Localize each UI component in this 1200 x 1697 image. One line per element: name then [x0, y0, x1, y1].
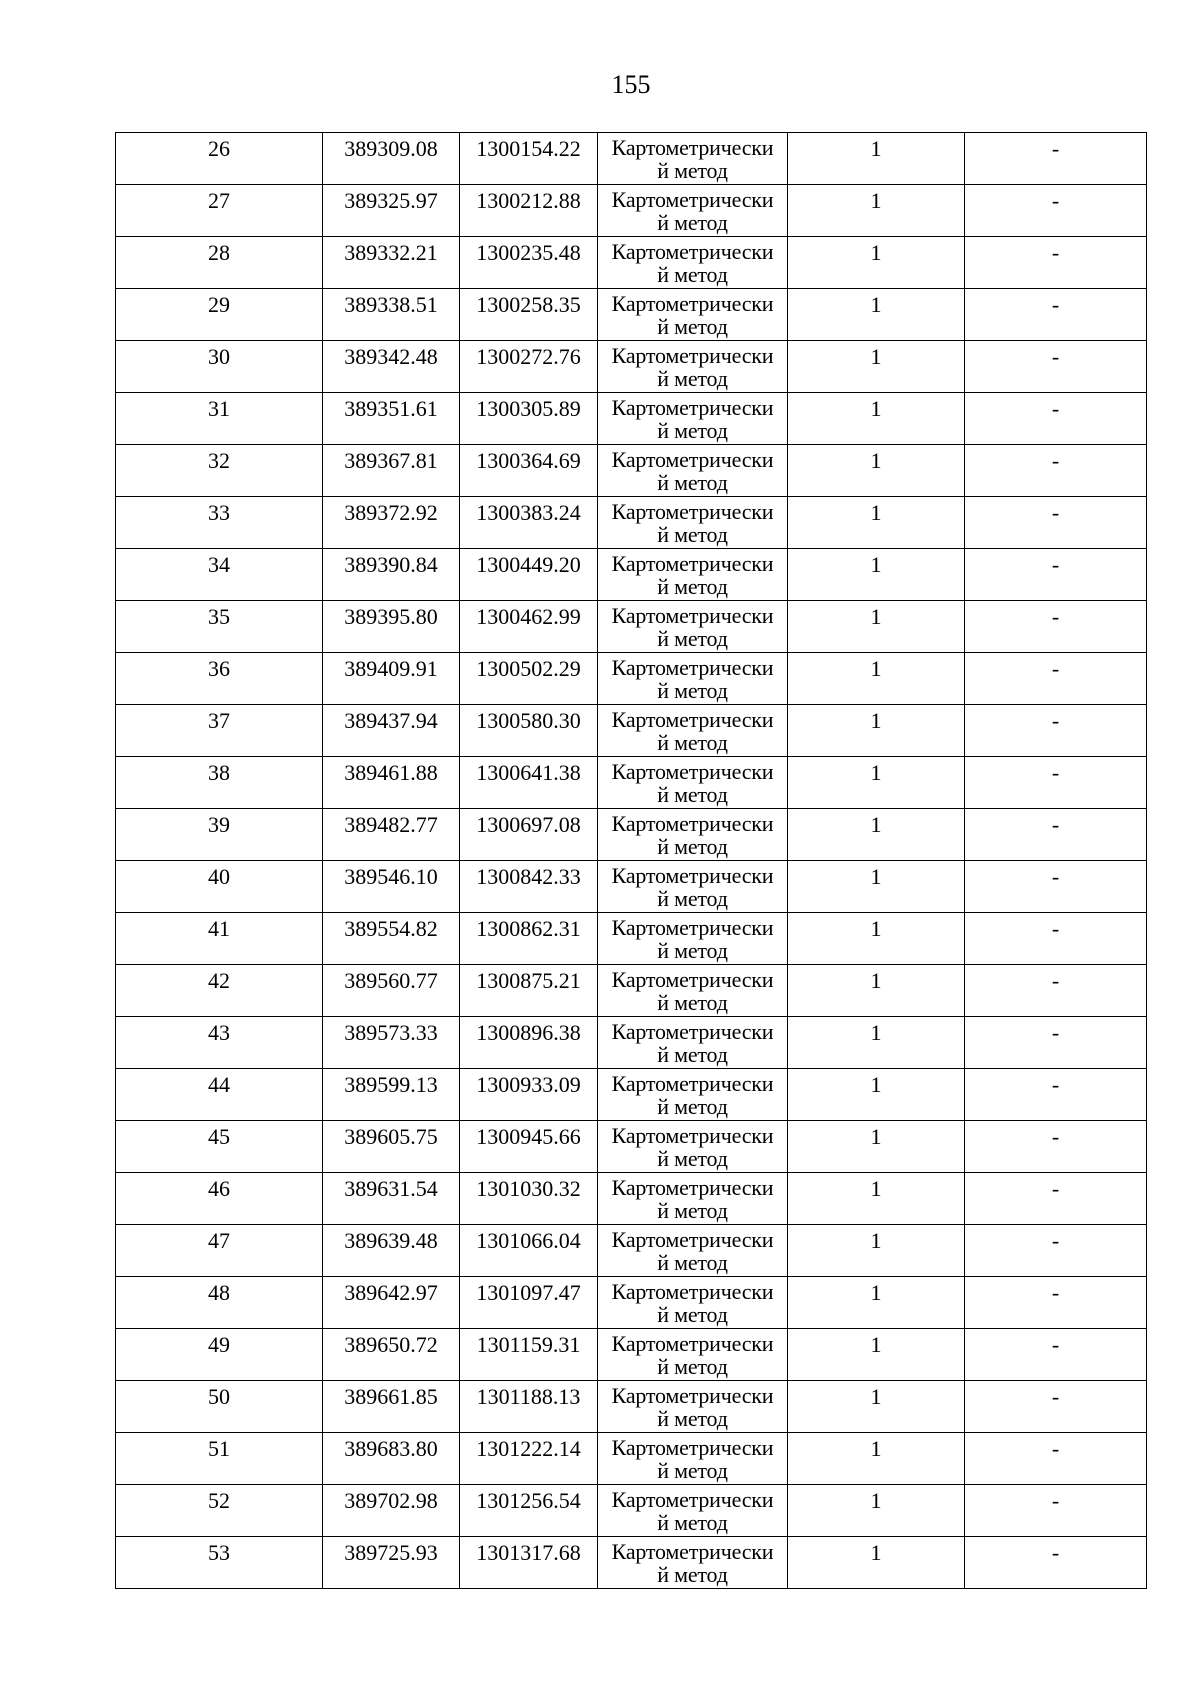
accuracy-cell: 1: [788, 1381, 965, 1433]
description-cell: -: [965, 1277, 1147, 1329]
method-text-line2: й метод: [657, 1510, 728, 1535]
method-text-line2: й метод: [657, 782, 728, 807]
table-row: [116, 653, 1147, 705]
method-text-line1: Картометрически: [611, 1435, 774, 1460]
method-cell: [598, 1537, 788, 1589]
table-row: [116, 757, 1147, 809]
method-text-line2: й метод: [657, 990, 728, 1015]
method-text-line1: Картометрически: [611, 811, 774, 836]
method-text-line1: Картометрически: [611, 1175, 774, 1200]
method-cell: [598, 1277, 788, 1329]
accuracy-cell: 1: [788, 653, 965, 705]
accuracy-cell: 1: [788, 237, 965, 289]
x-coordinate-cell: 389390.84: [323, 549, 460, 601]
description-cell: -: [965, 1537, 1147, 1589]
method-cell: [598, 289, 788, 341]
method-text-line1: Картометрически: [611, 1279, 774, 1304]
y-coordinate-cell: 1300502.29: [460, 653, 598, 705]
table-row: [116, 1381, 1147, 1433]
point-number-cell: 47: [116, 1225, 323, 1277]
accuracy-cell: 1: [788, 1485, 965, 1537]
method-text-line2: й метод: [657, 1198, 728, 1223]
point-number-cell: 29: [116, 289, 323, 341]
description-cell: -: [965, 393, 1147, 445]
table-row: [116, 705, 1147, 757]
method-cell: [598, 861, 788, 913]
y-coordinate-cell: 1300235.48: [460, 237, 598, 289]
table-row: [116, 965, 1147, 1017]
method-text-line1: Картометрически: [611, 551, 774, 576]
table-row: [116, 445, 1147, 497]
method-text-line2: й метод: [657, 886, 728, 911]
x-coordinate-cell: 389560.77: [323, 965, 460, 1017]
method-text-line1: Картометрически: [611, 291, 774, 316]
accuracy-cell: 1: [788, 965, 965, 1017]
y-coordinate-cell: 1300272.76: [460, 341, 598, 393]
accuracy-cell: 1: [788, 1277, 965, 1329]
accuracy-cell: 1: [788, 1121, 965, 1173]
x-coordinate-cell: 389554.82: [323, 913, 460, 965]
accuracy-cell: 1: [788, 705, 965, 757]
table-row: [116, 809, 1147, 861]
x-coordinate-cell: 389338.51: [323, 289, 460, 341]
y-coordinate-cell: 1301097.47: [460, 1277, 598, 1329]
method-text-line2: й метод: [657, 1250, 728, 1275]
point-number-cell: 51: [116, 1433, 323, 1485]
y-coordinate-cell: 1300896.38: [460, 1017, 598, 1069]
point-number-cell: 50: [116, 1381, 323, 1433]
x-coordinate-cell: 389482.77: [323, 809, 460, 861]
method-cell: [598, 913, 788, 965]
y-coordinate-cell: 1301222.14: [460, 1433, 598, 1485]
method-text-line2: й метод: [657, 366, 728, 391]
description-cell: -: [965, 965, 1147, 1017]
y-coordinate-cell: 1301317.68: [460, 1537, 598, 1589]
x-coordinate-cell: 389631.54: [323, 1173, 460, 1225]
point-number-cell: 49: [116, 1329, 323, 1381]
table-row: [116, 1537, 1147, 1589]
y-coordinate-cell: 1300862.31: [460, 913, 598, 965]
table-row: [116, 1069, 1147, 1121]
method-text-line1: Картометрически: [611, 395, 774, 420]
method-text-line2: й метод: [657, 470, 728, 495]
point-number-cell: 53: [116, 1537, 323, 1589]
method-cell: [598, 445, 788, 497]
point-number-cell: 41: [116, 913, 323, 965]
y-coordinate-cell: 1300383.24: [460, 497, 598, 549]
table-row: [116, 1433, 1147, 1485]
method-text-line1: Картометрически: [611, 135, 774, 160]
method-text-line2: й метод: [657, 418, 728, 443]
method-text-line1: Картометрически: [611, 187, 774, 212]
x-coordinate-cell: 389325.97: [323, 185, 460, 237]
method-text-line1: Картометрически: [611, 1539, 774, 1564]
accuracy-cell: 1: [788, 445, 965, 497]
description-cell: -: [965, 445, 1147, 497]
y-coordinate-cell: 1300641.38: [460, 757, 598, 809]
method-text-line2: й метод: [657, 1562, 728, 1587]
point-number-cell: 33: [116, 497, 323, 549]
x-coordinate-cell: 389437.94: [323, 705, 460, 757]
accuracy-cell: 1: [788, 1329, 965, 1381]
y-coordinate-cell: 1300933.09: [460, 1069, 598, 1121]
accuracy-cell: 1: [788, 1537, 965, 1589]
method-text-line1: Картометрически: [611, 603, 774, 628]
point-number-cell: 43: [116, 1017, 323, 1069]
method-cell: [598, 1381, 788, 1433]
point-number-cell: 48: [116, 1277, 323, 1329]
point-number-cell: 27: [116, 185, 323, 237]
table-row: [116, 497, 1147, 549]
point-number-cell: 30: [116, 341, 323, 393]
method-cell: [598, 1433, 788, 1485]
description-cell: -: [965, 497, 1147, 549]
x-coordinate-cell: 389351.61: [323, 393, 460, 445]
description-cell: -: [965, 1121, 1147, 1173]
table-row: [116, 601, 1147, 653]
description-cell: -: [965, 289, 1147, 341]
accuracy-cell: 1: [788, 913, 965, 965]
table-row: [116, 237, 1147, 289]
method-cell: [598, 237, 788, 289]
point-number-cell: 39: [116, 809, 323, 861]
method-cell: [598, 393, 788, 445]
point-number-cell: 45: [116, 1121, 323, 1173]
method-cell: [598, 1225, 788, 1277]
point-number-cell: 38: [116, 757, 323, 809]
point-number-cell: 32: [116, 445, 323, 497]
method-text-line1: Картометрически: [611, 1227, 774, 1252]
accuracy-cell: 1: [788, 341, 965, 393]
table-body: [116, 133, 1147, 1589]
method-cell: [598, 497, 788, 549]
x-coordinate-cell: 389639.48: [323, 1225, 460, 1277]
accuracy-cell: 1: [788, 289, 965, 341]
method-cell: [598, 1121, 788, 1173]
x-coordinate-cell: 389367.81: [323, 445, 460, 497]
method-text-line1: Картометрически: [611, 1487, 774, 1512]
point-number-cell: 40: [116, 861, 323, 913]
x-coordinate-cell: 389409.91: [323, 653, 460, 705]
y-coordinate-cell: 1300697.08: [460, 809, 598, 861]
method-cell: [598, 809, 788, 861]
point-number-cell: 52: [116, 1485, 323, 1537]
method-text-line1: Картометрически: [611, 967, 774, 992]
table-row: [116, 1173, 1147, 1225]
method-cell: [598, 653, 788, 705]
method-text-line2: й метод: [657, 210, 728, 235]
x-coordinate-cell: 389461.88: [323, 757, 460, 809]
method-text-line1: Картометрически: [611, 499, 774, 524]
method-text-line1: Картометрически: [611, 655, 774, 680]
description-cell: -: [965, 809, 1147, 861]
method-text-line1: Картометрически: [611, 863, 774, 888]
description-cell: -: [965, 1485, 1147, 1537]
table-row: [116, 549, 1147, 601]
method-text-line1: Картометрически: [611, 343, 774, 368]
method-text-line2: й метод: [657, 262, 728, 287]
method-text-line2: й метод: [657, 1406, 728, 1431]
description-cell: -: [965, 1225, 1147, 1277]
accuracy-cell: 1: [788, 133, 965, 185]
description-cell: -: [965, 653, 1147, 705]
y-coordinate-cell: 1300462.99: [460, 601, 598, 653]
accuracy-cell: 1: [788, 1069, 965, 1121]
method-cell: [598, 601, 788, 653]
method-text-line2: й метод: [657, 1354, 728, 1379]
accuracy-cell: 1: [788, 601, 965, 653]
method-text-line2: й метод: [657, 938, 728, 963]
x-coordinate-cell: 389605.75: [323, 1121, 460, 1173]
method-cell: [598, 1173, 788, 1225]
method-cell: [598, 757, 788, 809]
y-coordinate-cell: 1301159.31: [460, 1329, 598, 1381]
accuracy-cell: 1: [788, 861, 965, 913]
x-coordinate-cell: 389372.92: [323, 497, 460, 549]
description-cell: -: [965, 1433, 1147, 1485]
coordinates-table: [115, 132, 1147, 1589]
table-row: [116, 1121, 1147, 1173]
method-cell: [598, 549, 788, 601]
table-row: [116, 1485, 1147, 1537]
y-coordinate-cell: 1300875.21: [460, 965, 598, 1017]
table-row: [116, 341, 1147, 393]
description-cell: -: [965, 1381, 1147, 1433]
point-number-cell: 35: [116, 601, 323, 653]
accuracy-cell: 1: [788, 1173, 965, 1225]
method-text-line1: Картометрически: [611, 1019, 774, 1044]
accuracy-cell: 1: [788, 549, 965, 601]
y-coordinate-cell: 1300258.35: [460, 289, 598, 341]
description-cell: -: [965, 133, 1147, 185]
x-coordinate-cell: 389725.93: [323, 1537, 460, 1589]
method-text-line2: й метод: [657, 626, 728, 651]
point-number-cell: 44: [116, 1069, 323, 1121]
table-row: [116, 861, 1147, 913]
method-text-line1: Картометрически: [611, 1383, 774, 1408]
accuracy-cell: 1: [788, 497, 965, 549]
accuracy-cell: 1: [788, 185, 965, 237]
y-coordinate-cell: 1300364.69: [460, 445, 598, 497]
method-cell: [598, 1069, 788, 1121]
table-row: [116, 1225, 1147, 1277]
x-coordinate-cell: 389332.21: [323, 237, 460, 289]
method-text-line2: й метод: [657, 1302, 728, 1327]
x-coordinate-cell: 389661.85: [323, 1381, 460, 1433]
description-cell: -: [965, 861, 1147, 913]
y-coordinate-cell: 1300449.20: [460, 549, 598, 601]
description-cell: -: [965, 913, 1147, 965]
method-text-line2: й метод: [657, 522, 728, 547]
table-row: [116, 289, 1147, 341]
y-coordinate-cell: 1301256.54: [460, 1485, 598, 1537]
table-row: [116, 185, 1147, 237]
y-coordinate-cell: 1300212.88: [460, 185, 598, 237]
description-cell: -: [965, 185, 1147, 237]
method-cell: [598, 1329, 788, 1381]
method-cell: [598, 133, 788, 185]
y-coordinate-cell: 1301188.13: [460, 1381, 598, 1433]
method-cell: [598, 185, 788, 237]
description-cell: -: [965, 1173, 1147, 1225]
y-coordinate-cell: 1300945.66: [460, 1121, 598, 1173]
point-number-cell: 37: [116, 705, 323, 757]
table-row: [116, 1277, 1147, 1329]
table-row: [116, 393, 1147, 445]
y-coordinate-cell: 1300580.30: [460, 705, 598, 757]
description-cell: -: [965, 1017, 1147, 1069]
point-number-cell: 42: [116, 965, 323, 1017]
description-cell: -: [965, 601, 1147, 653]
method-text-line1: Картометрически: [611, 759, 774, 784]
description-cell: -: [965, 1329, 1147, 1381]
accuracy-cell: 1: [788, 1225, 965, 1277]
point-number-cell: 46: [116, 1173, 323, 1225]
description-cell: -: [965, 705, 1147, 757]
x-coordinate-cell: 389573.33: [323, 1017, 460, 1069]
method-text-line2: й метод: [657, 678, 728, 703]
x-coordinate-cell: 389642.97: [323, 1277, 460, 1329]
table-row: [116, 1017, 1147, 1069]
method-text-line1: Картометрически: [611, 447, 774, 472]
x-coordinate-cell: 389546.10: [323, 861, 460, 913]
method-text-line2: й метод: [657, 1146, 728, 1171]
y-coordinate-cell: 1300305.89: [460, 393, 598, 445]
method-text-line1: Картометрически: [611, 1331, 774, 1356]
y-coordinate-cell: 1300154.22: [460, 133, 598, 185]
description-cell: -: [965, 549, 1147, 601]
method-cell: [598, 705, 788, 757]
y-coordinate-cell: 1301066.04: [460, 1225, 598, 1277]
x-coordinate-cell: 389650.72: [323, 1329, 460, 1381]
accuracy-cell: 1: [788, 757, 965, 809]
method-text-line2: й метод: [657, 574, 728, 599]
description-cell: -: [965, 1069, 1147, 1121]
x-coordinate-cell: 389395.80: [323, 601, 460, 653]
method-text-line2: й метод: [657, 1458, 728, 1483]
method-text-line2: й метод: [657, 158, 728, 183]
point-number-cell: 28: [116, 237, 323, 289]
y-coordinate-cell: 1301030.32: [460, 1173, 598, 1225]
point-number-cell: 34: [116, 549, 323, 601]
description-cell: -: [965, 341, 1147, 393]
accuracy-cell: 1: [788, 393, 965, 445]
x-coordinate-cell: 389309.08: [323, 133, 460, 185]
method-text-line1: Картометрически: [611, 1123, 774, 1148]
method-text-line1: Картометрически: [611, 239, 774, 264]
method-text-line2: й метод: [657, 1094, 728, 1119]
method-text-line1: Картометрически: [611, 915, 774, 940]
method-cell: [598, 341, 788, 393]
y-coordinate-cell: 1300842.33: [460, 861, 598, 913]
table-row: [116, 1329, 1147, 1381]
description-cell: -: [965, 237, 1147, 289]
accuracy-cell: 1: [788, 1017, 965, 1069]
point-number-cell: 36: [116, 653, 323, 705]
method-cell: [598, 1485, 788, 1537]
method-text-line2: й метод: [657, 730, 728, 755]
method-text-line2: й метод: [657, 314, 728, 339]
table-row: [116, 913, 1147, 965]
point-number-cell: 26: [116, 133, 323, 185]
method-text-line2: й метод: [657, 834, 728, 859]
accuracy-cell: 1: [788, 809, 965, 861]
method-text-line1: Картометрически: [611, 1071, 774, 1096]
table-row: [116, 133, 1147, 185]
description-cell: -: [965, 757, 1147, 809]
method-cell: [598, 1017, 788, 1069]
point-number-cell: 31: [116, 393, 323, 445]
x-coordinate-cell: 389683.80: [323, 1433, 460, 1485]
method-text-line2: й метод: [657, 1042, 728, 1067]
x-coordinate-cell: 389599.13: [323, 1069, 460, 1121]
accuracy-cell: 1: [788, 1433, 965, 1485]
x-coordinate-cell: 389702.98: [323, 1485, 460, 1537]
method-cell: [598, 965, 788, 1017]
method-text-line1: Картометрически: [611, 707, 774, 732]
page-number: 155: [611, 70, 651, 99]
x-coordinate-cell: 389342.48: [323, 341, 460, 393]
